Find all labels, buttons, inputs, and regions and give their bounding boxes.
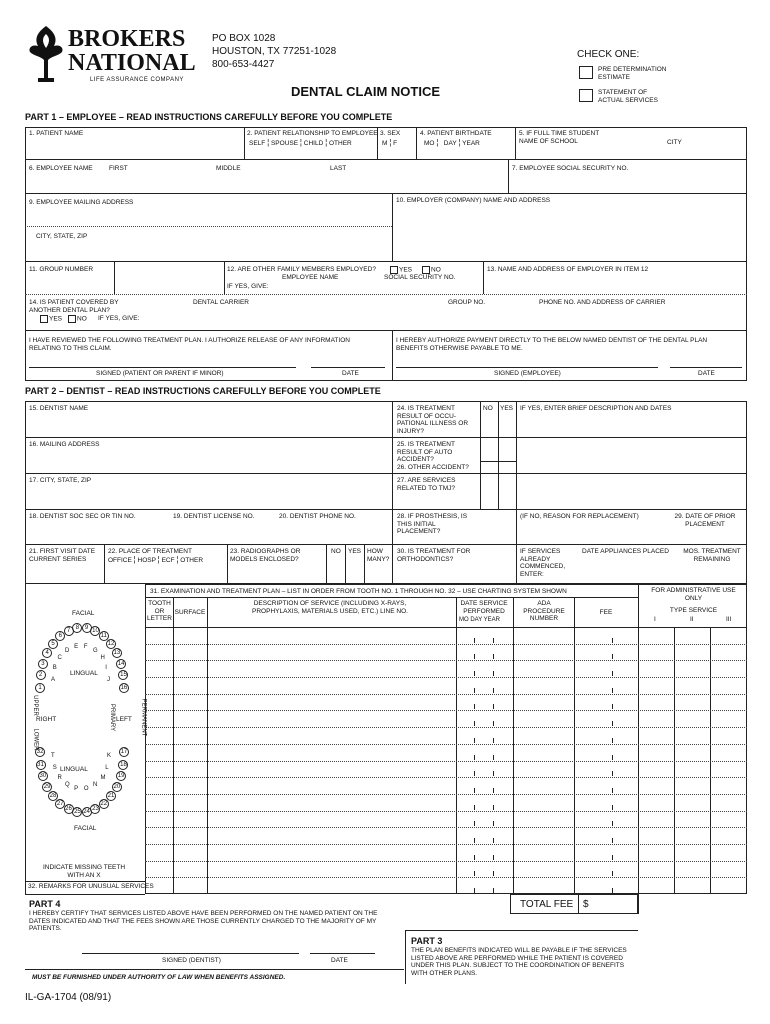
tooth-17[interactable]: 17: [120, 749, 128, 756]
lower-label: LOWER: [32, 728, 39, 751]
employer-field[interactable]: [394, 206, 746, 260]
dentist-signature-line[interactable]: [82, 938, 299, 953]
tooth-25[interactable]: 25: [74, 808, 81, 815]
appliances-date-label: DATE APPLIANCES PLACED: [582, 548, 669, 555]
upper-label: UPPER: [31, 695, 38, 716]
tick-mark: [493, 805, 494, 810]
tick-mark: [493, 671, 494, 676]
other-plan-yes[interactable]: YES: [40, 315, 62, 323]
col-fee-header: FEE: [599, 609, 613, 616]
radiographs-label: 23. RADIOGRAPHS OR MODELS ENCLOSED?: [230, 548, 301, 563]
tick-mark: [474, 855, 475, 860]
col-date-header: DATE SERVICE PERFORMED: [460, 600, 508, 615]
dental-carrier-label: DENTAL CARRIER: [193, 299, 249, 306]
tick-mark: [493, 888, 494, 893]
treatment-plan-heading: 31. EXAMINATION AND TREATMENT PLAN – LIST IN ORDER FROM TOOTH NO. 1 THROUGH NO. 32 – USE CHARTING SYSTEM SHOWN: [150, 588, 567, 595]
tick-mark: [493, 638, 494, 643]
tooth-23[interactable]: 23: [92, 806, 99, 813]
type-service-3: III: [726, 616, 732, 623]
row-line: [145, 861, 747, 862]
radiographs-no[interactable]: NO: [331, 548, 341, 555]
primary-tooth-L: L: [105, 764, 109, 771]
tick-mark: [474, 871, 475, 876]
tick-mark: [474, 704, 475, 709]
part3-heading: PART 3: [411, 936, 443, 946]
tooth-30[interactable]: 30: [39, 773, 47, 780]
tick-mark: [612, 654, 613, 659]
family-employed-no[interactable]: NO: [422, 266, 441, 274]
row-line: [145, 877, 747, 878]
first-visit-label: 21. FIRST VISIT DATE CURRENT SERIES: [29, 548, 96, 563]
tooth-4[interactable]: 4: [42, 648, 52, 658]
form-title: DENTAL CLAIM NOTICE: [291, 84, 441, 99]
family-employer-label: 13. NAME AND ADDRESS OF EMPLOYER IN ITEM 12: [487, 266, 649, 273]
tooth-32[interactable]: 32: [36, 749, 44, 756]
tooth-24[interactable]: 24: [83, 808, 90, 815]
type-service-1: I: [654, 616, 656, 623]
primary-tooth-K: K: [107, 753, 112, 759]
tooth-1[interactable]: 1: [35, 683, 45, 693]
tick-mark: [493, 721, 494, 726]
tooth-12[interactable]: 12: [107, 640, 115, 647]
tooth-18[interactable]: 18: [120, 761, 127, 768]
row-line: [145, 777, 747, 778]
employee-first-label: FIRST: [109, 165, 128, 172]
tmj-label: 27. ARE SERVICES RELATED TO TMJ?: [397, 477, 456, 492]
predetermination-checkbox[interactable]: [579, 66, 593, 79]
tick-mark: [612, 788, 613, 793]
tooth-3[interactable]: 3: [38, 659, 48, 669]
carrier-phone-label: PHONE NO. AND ADDRESS OF CARRIER: [539, 299, 666, 306]
col-ada-header: ADA PROCEDURE NUMBER: [523, 600, 565, 622]
logo-line1: BROKERS: [68, 26, 186, 52]
city-state-zip-field[interactable]: [26, 241, 391, 260]
tick-mark: [612, 671, 613, 676]
col-surface-header: SURFACE: [174, 609, 206, 616]
primary-tooth-P: P: [74, 786, 79, 793]
prosthesis-label: 28. IF PROSTHESIS, IS THIS INITIAL PLACEMENT?: [397, 513, 468, 535]
address-line1: PO BOX 1028: [212, 33, 276, 44]
part3-text: THE PLAN BENEFITS INDICATED WILL BE PAYABLE IF THE SERVICES LISTED ABOVE ARE PERFORMED WHILE THE PATIENT IS COVERED UNDER THIS PLAN. SUBJECT TO THE COORDINATION OF BENEFITS WITH OTHER PLANS.: [411, 947, 627, 977]
tick-mark: [474, 821, 475, 826]
services-commenced-label: IF SERVICES ALREADY COMMENCED, ENTER:: [520, 548, 566, 578]
other-plan-label: 14. IS PATIENT COVERED BY ANOTHER DENTAL PLAN?: [29, 299, 119, 314]
mailing-address-label: 9. EMPLOYEE MAILING ADDRESS: [29, 199, 134, 206]
sex-label: 3. SEX: [380, 130, 401, 137]
employee-name-field[interactable]: [26, 173, 506, 192]
how-many-label: HOW MANY?: [367, 548, 390, 563]
primary-tooth-B: B: [52, 665, 57, 672]
col-date-sub: MO DAY YEAR: [459, 617, 501, 623]
primary-tooth-N: N: [93, 782, 98, 789]
patient-name-label: 1. PATIENT NAME: [29, 130, 84, 137]
tick-mark: [612, 704, 613, 709]
other-accident-label: 26. OTHER ACCIDENT?: [397, 464, 469, 471]
part4-certify-text: I HEREBY CERTIFY THAT SERVICES LISTED ABOVE HAVE BEEN PERFORMED ON THE NAMED PATIENT ON THE DATES INDICATED AND THAT THE FEES SHOWN ARE THOSE CURRENTLY CHARGED TO THE MAJORITY OF MY PATIENTS.: [29, 910, 378, 932]
signed-employee-label: SIGNED (EMPLOYEE): [494, 370, 561, 377]
tick-mark: [474, 654, 475, 659]
tick-mark: [493, 688, 494, 693]
treatment-remaining-label: MOS. TREATMENT REMAINING: [683, 548, 741, 563]
tick-mark: [612, 838, 613, 843]
actual-services-checkbox[interactable]: [579, 89, 593, 102]
row-line: [145, 677, 747, 678]
part4-heading: PART 4: [29, 899, 61, 909]
tick-mark: [493, 738, 494, 743]
logo-line2: NATIONAL: [68, 50, 196, 76]
dentist-phone-label: 20. DENTIST PHONE NO.: [279, 513, 356, 520]
tick-mark: [493, 771, 494, 776]
group-no-label: GROUP NO.: [448, 299, 486, 306]
tick-mark: [474, 738, 475, 743]
tooth-15[interactable]: 15: [120, 672, 127, 679]
row-line: [145, 811, 747, 812]
primary-tooth-H: H: [100, 655, 105, 662]
tooth-chart: [26, 598, 147, 879]
total-fee-label: TOTAL FEE: [520, 899, 574, 910]
authority-notice: MUST BE FURNISHED UNDER AUTHORITY OF LAW WHEN BENEFITS ASSIGNED.: [32, 974, 286, 981]
form-id: IL-GA-1704 (08/91): [25, 992, 112, 1003]
tooth-5[interactable]: 5: [48, 639, 58, 649]
dentist-license-label: 19. DENTIST LICENSE NO.: [173, 513, 255, 520]
dentist-mailing-label: 16. MAILING ADDRESS: [29, 441, 100, 448]
tick-mark: [493, 838, 494, 843]
tick-mark: [612, 771, 613, 776]
group-number-field[interactable]: [115, 262, 223, 293]
occupational-label: 24. IS TREATMENT RESULT OF OCCU- PATIONAL ILLNESS OR INJURY?: [397, 405, 469, 435]
dentist-date-label: DATE: [331, 957, 348, 964]
birthdate-options[interactable]: MO ¦ DAY ¦ YEAR: [424, 138, 480, 147]
tooth-21[interactable]: 21: [107, 793, 115, 800]
type-service-2: II: [690, 616, 694, 623]
place-treatment-options[interactable]: OFFICE ¦ HOSP ¦ ECF ¦ OTHER: [108, 555, 204, 564]
sex-options[interactable]: M ¦ F: [382, 138, 398, 147]
birthdate-label: 4. PATIENT BIRTHDATE: [420, 130, 492, 137]
signed-dentist-label: SIGNED (DENTIST): [162, 957, 221, 964]
group-number-label: 11. GROUP NUMBER: [29, 266, 94, 273]
lingual-lower-label: LINGUAL: [60, 766, 88, 773]
right-label: RIGHT: [36, 716, 57, 723]
row-line: [145, 827, 747, 828]
release-authorization-text: I HAVE REVIEWED THE FOLLOWING TREATMENT PLAN. I AUTHORIZE RELEASE OF ANY INFORMATION RELATING TO THIS CLAIM.: [29, 337, 350, 352]
primary-tooth-T: T: [51, 753, 55, 759]
facial-lower-label: FACIAL: [74, 825, 97, 832]
tooth-10[interactable]: 10: [92, 627, 99, 634]
patient-date-label: DATE: [342, 370, 359, 377]
tick-mark: [493, 704, 494, 709]
permanent-label: PERMANENT: [140, 698, 147, 737]
total-fee-dollar: $: [583, 899, 589, 910]
primary-tooth-J: J: [107, 677, 110, 683]
tick-mark: [474, 888, 475, 893]
tick-mark: [612, 805, 613, 810]
dentist-mailing-field[interactable]: [26, 449, 391, 472]
tick-mark: [474, 638, 475, 643]
patient-name-field[interactable]: [26, 138, 243, 158]
row-line: [145, 844, 747, 845]
school-city-label: CITY: [667, 139, 682, 146]
type-service-label: TYPE SERVICE: [669, 607, 718, 614]
total-fee-field[interactable]: [590, 895, 636, 913]
replacement-reason-label: (IF NO, REASON FOR REPLACEMENT): [520, 513, 639, 520]
school-label: 5. IF FULL TIME STUDENT NAME OF SCHOOL: [519, 130, 600, 145]
primary-tooth-S: S: [52, 764, 57, 771]
employee-ssn-label: 7. EMPLOYEE SOCIAL SECURITY NO.: [512, 165, 629, 172]
tick-mark: [493, 871, 494, 876]
employee-date-label: DATE: [698, 370, 715, 377]
tick-mark: [493, 855, 494, 860]
address-phone: 800-653-4427: [212, 59, 275, 70]
other-plan-give-label: IF YES, GIVE:: [98, 315, 140, 322]
dentist-name-label: 15. DENTIST NAME: [29, 405, 89, 412]
actual-services-label: STATEMENT OF ACTUAL SERVICES: [598, 89, 658, 104]
dentist-city-field[interactable]: [26, 485, 391, 508]
dentist-tin-label: 18. DENTIST SOC SEC OR TIN NO.: [29, 513, 136, 520]
employee-signature-line[interactable]: [396, 350, 658, 367]
primary-tooth-F: F: [83, 643, 88, 650]
city-state-zip-label: CITY, STATE, ZIP: [36, 233, 88, 240]
tooth-9[interactable]: 9: [82, 623, 92, 633]
admin-use-label: FOR ADMINISTRATIVE USE ONLY: [651, 587, 736, 602]
tick-mark: [474, 788, 475, 793]
tick-mark: [474, 838, 475, 843]
row-line: [145, 727, 747, 728]
predetermination-label: PRE DETERMINATION ESTIMATE: [598, 66, 667, 81]
address-line2: HOUSTON, TX 77251-1028: [212, 46, 337, 57]
tick-mark: [493, 755, 494, 760]
tooth-28[interactable]: 28: [49, 793, 57, 800]
family-give-label: IF YES, GIVE:: [227, 283, 269, 290]
tick-mark: [474, 688, 475, 693]
primary-tooth-A: A: [51, 677, 56, 683]
facial-upper-label: FACIAL: [72, 610, 95, 617]
tick-mark: [612, 688, 613, 693]
patient-signature-line[interactable]: [29, 350, 296, 367]
primary-tooth-M: M: [100, 774, 106, 781]
mailing-address-field[interactable]: [26, 207, 391, 225]
logo-line3: LIFE ASSURANCE COMPANY: [90, 77, 184, 83]
employer-label: 10. EMPLOYER (COMPANY) NAME AND ADDRESS: [396, 197, 551, 204]
occupational-no[interactable]: NO: [483, 405, 493, 412]
employee-last-label: LAST: [330, 165, 347, 172]
tick-mark: [493, 788, 494, 793]
auto-accident-label: 25. IS TREATMENT RESULT OF AUTO ACCIDENT?: [397, 441, 455, 463]
tick-mark: [493, 654, 494, 659]
torch-logo-icon: [24, 22, 68, 84]
dentist-name-field[interactable]: [26, 413, 391, 436]
row-line: [145, 794, 747, 795]
tooth-6[interactable]: 6: [55, 631, 65, 641]
tooth-13[interactable]: 13: [113, 649, 121, 656]
family-employed-label: 12. ARE OTHER FAMILY MEMBERS EMPLOYED?: [227, 266, 376, 273]
part1-heading: PART 1 – EMPLOYEE – READ INSTRUCTIONS CAREFULLY BEFORE YOU COMPLETE: [25, 112, 393, 122]
primary-tooth-R: R: [57, 774, 62, 781]
employee-ssn-field[interactable]: [510, 173, 746, 192]
tooth-8[interactable]: 8: [72, 623, 82, 633]
remarks-label: 32. REMARKS FOR UNUSUAL SERVICES: [28, 883, 154, 890]
tick-mark: [474, 771, 475, 776]
tooth-22[interactable]: 22: [100, 800, 108, 807]
left-label: LEFT: [116, 716, 132, 723]
tick-mark: [612, 821, 613, 826]
orthodontics-label: 30. IS TREATMENT FOR ORTHODONTICS?: [397, 548, 471, 563]
employee-name-label: 6. EMPLOYEE NAME: [29, 165, 93, 172]
tick-mark: [474, 755, 475, 760]
tooth-29[interactable]: 29: [43, 784, 51, 791]
part2-heading: PART 2 – DENTIST – READ INSTRUCTIONS CAREFULLY BEFORE YOU COMPLETE: [25, 386, 381, 396]
payment-authorization-text: I HEREBY AUTHORIZE PAYMENT DIRECTLY TO THE BELOW NAMED DENTIST OF THE DENTAL PLAN BENEFITS OTHERWISE PAYABLE TO ME.: [396, 337, 708, 352]
tick-mark: [612, 738, 613, 743]
radiographs-yes[interactable]: YES: [348, 548, 362, 555]
place-treatment-label: 22. PLACE OF TREATMENT: [108, 548, 192, 555]
tick-mark: [612, 638, 613, 643]
tooth-27[interactable]: 27: [56, 800, 64, 807]
primary-tooth-O: O: [83, 786, 89, 793]
tick-mark: [612, 755, 613, 760]
col-tooth-header: TOOTH OR LETTER: [147, 600, 172, 622]
company-logo: [24, 22, 199, 88]
tick-mark: [612, 871, 613, 876]
row-line: [145, 761, 747, 762]
row-line: [145, 694, 747, 695]
tooth-7[interactable]: 7: [64, 626, 74, 636]
family-employee-name-label: EMPLOYEE NAME: [282, 274, 339, 281]
tooth-14[interactable]: 14: [117, 660, 125, 667]
tooth-11[interactable]: 11: [100, 633, 107, 640]
occupational-yes[interactable]: YES: [500, 405, 514, 412]
tooth-2[interactable]: 2: [36, 670, 46, 680]
primary-tooth-G: G: [93, 647, 98, 654]
row-line: [145, 660, 747, 661]
row-line: [145, 744, 747, 745]
tooth-31[interactable]: 31: [37, 761, 44, 768]
dentist-city-label: 17. CITY, STATE, ZIP: [29, 477, 92, 484]
primary-tooth-D: D: [65, 647, 70, 654]
tooth-16[interactable]: 16: [120, 684, 128, 691]
tick-mark: [474, 805, 475, 810]
treatment-plan-box: [145, 584, 747, 894]
tick-mark: [474, 671, 475, 676]
tooth-20[interactable]: 20: [113, 784, 121, 791]
check-one-label: CHECK ONE:: [577, 49, 640, 60]
primary-tooth-I: I: [105, 665, 107, 672]
primary-label: PRIMARY: [109, 703, 116, 732]
tooth-26[interactable]: 26: [65, 806, 72, 813]
family-employed-yes[interactable]: YES: [390, 266, 412, 274]
col-desc-header: DESCRIPTION OF SERVICE (INCLUDING X-RAYS, PROPHYLAXIS, MATERIALS USED, ETC.) LINE NO.: [252, 600, 408, 615]
prior-placement-label: 29. DATE OF PRIOR PLACEMENT: [674, 513, 736, 528]
relationship-options[interactable]: SELF ¦ SPOUSE ¦ CHILD ¦ OTHER: [249, 138, 352, 147]
missing-teeth-label: INDICATE MISSING TEETH WITH AN X: [42, 864, 126, 879]
family-ssn-label: SOCIAL SECURITY NO.: [384, 274, 456, 281]
tick-mark: [612, 888, 613, 893]
relationship-label: 2. PATIENT RELATIONSHIP TO EMPLOYEE: [247, 130, 378, 137]
tick-mark: [612, 855, 613, 860]
primary-tooth-C: C: [57, 655, 62, 662]
other-plan-no[interactable]: NO: [68, 315, 87, 323]
tick-mark: [493, 821, 494, 826]
tick-mark: [474, 721, 475, 726]
lingual-upper-label: LINGUAL: [70, 670, 98, 677]
row-line: [145, 710, 747, 711]
primary-tooth-E: E: [74, 643, 79, 650]
row-line: [145, 644, 747, 645]
employee-middle-label: MIDDLE: [216, 165, 241, 172]
occupational-desc-label: IF YES, ENTER BRIEF DESCRIPTION AND DATES: [520, 405, 672, 412]
tooth-19[interactable]: 19: [117, 773, 125, 780]
signed-patient-label: SIGNED (PATIENT OR PARENT IF MINOR): [96, 370, 224, 377]
primary-tooth-Q: Q: [65, 782, 70, 789]
tick-mark: [612, 721, 613, 726]
